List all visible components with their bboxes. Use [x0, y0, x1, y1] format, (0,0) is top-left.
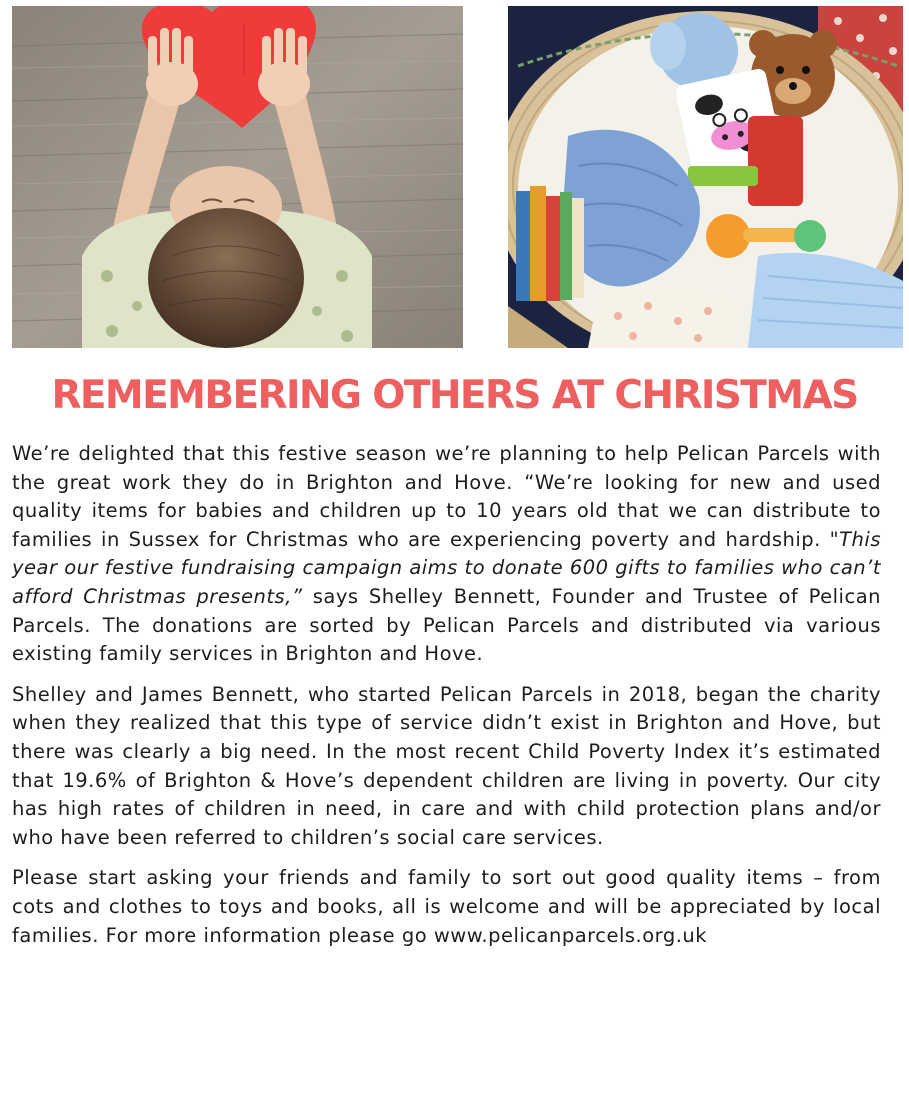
paragraph-intro: [12, 440, 881, 669]
paragraph-intro-lead: We’re delighted that this festive season we’re planning to help Pelican Parcels with the great work they do in Brighton and Hove. “We’re looking for new and used quality items for babies and children up to 10 years old that we can distribute to families in Sussex for Christmas who are experiencing poverty and hardship.: [12, 442, 881, 551]
article-body: [12, 440, 881, 962]
paragraph-call-to-action: Please start asking your friends and family to sort out good quality items – from cots and clothes to toys and books, all is welcome and will be appreciated by local families. For more information please go www.pelicanparcels.org.uk: [12, 866, 881, 947]
paragraph-history: Shelley and James Bennett, who started Pelican Parcels in 2018, began the charity when they realized that this type of service didn’t exist in Brighton and Hove, but there was clearly a big need. In the most recent Child Poverty Index it’s estimated that 19.6% of Brighton & Hove’s dependent children are living in poverty. Our city has high rates of children in need, in care and with child protection plans and/or who have been referred to children’s social care services.: [12, 682, 881, 849]
donation-basket-photo: [508, 6, 903, 348]
headline: REMEMBERING OTHERS AT CHRISTMAS: [51, 373, 858, 418]
paragraph-intro-tail: says Shelley Bennett, Founder and Trustee of Pelican Parcels. The donations are sorted by Pelican Parcels and distributed via various existing family services in Brighton and Hove.: [12, 584, 881, 666]
campaign-quote: "This year our festive fundraising campaign aims to donate 600 gifts to families who can’t afford Christmas presents,”: [12, 527, 881, 608]
child-heart-photo: [12, 6, 463, 348]
